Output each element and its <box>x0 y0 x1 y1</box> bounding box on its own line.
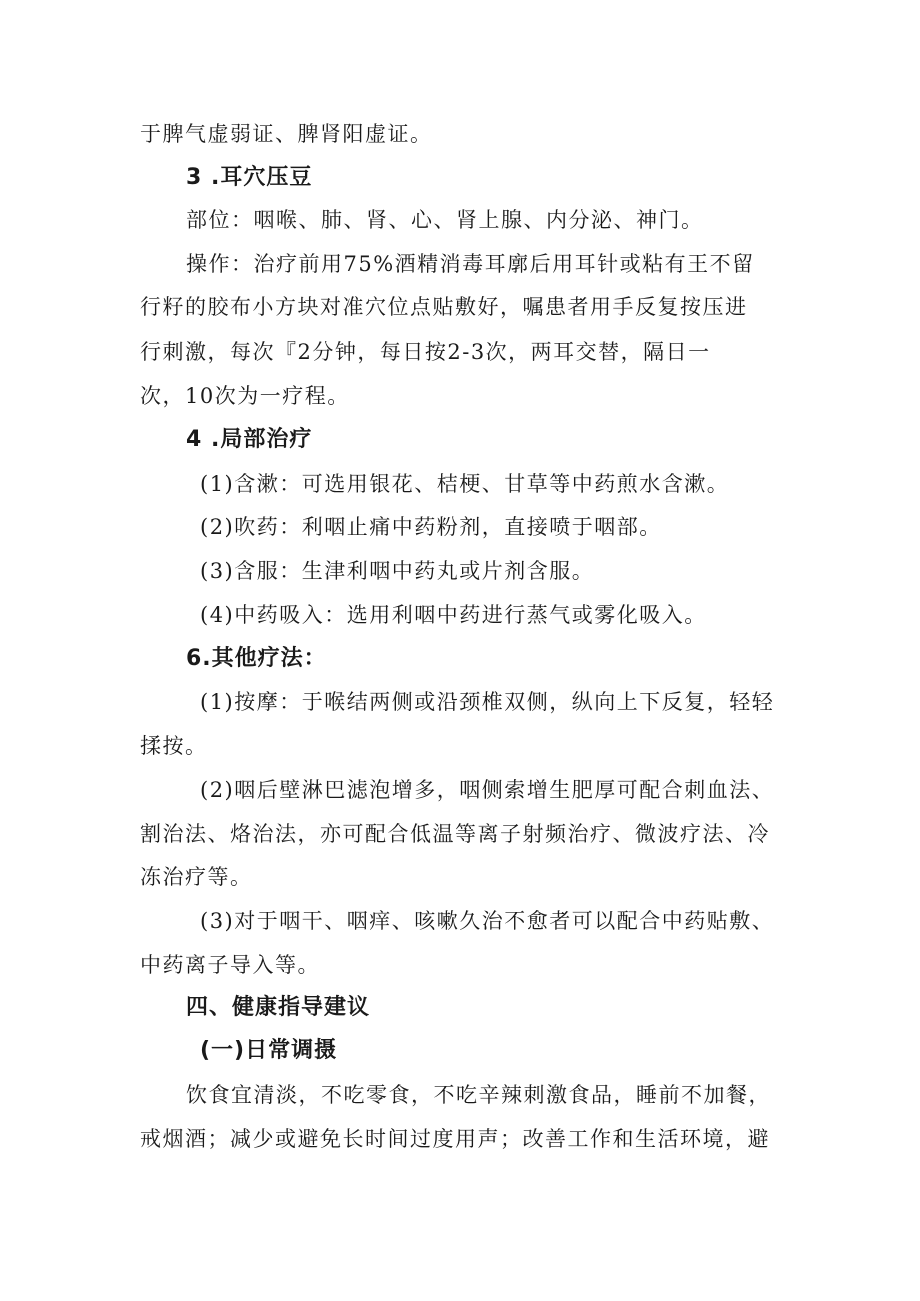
body-text-line: 次，10次为一疗程。 <box>140 384 350 408</box>
section-heading: 6.其他疗法： <box>186 646 327 671</box>
body-text-line: 行籽的胶布小方块对准穴位点贴敷好，嘱患者用手反复按压进 <box>140 295 748 319</box>
body-text-line: 操作：治疗前用75%酒精消毒耳廓后用耳针或粘有王不留 <box>186 252 755 276</box>
body-text-line: 戒烟酒；减少或避免长时间过度用声；改善工作和生活环境，避 <box>140 1127 770 1151</box>
body-text-line: 于脾气虚弱证、脾肾阳虚证。 <box>140 122 433 146</box>
body-text-line: 部位：咽喉、肺、肾、心、肾上腺、内分泌、神门。 <box>186 208 704 232</box>
body-text-line: 行刺激，每次『2分钟，每日按2-3次，两耳交替，隔日一 <box>140 340 711 364</box>
body-text-line: 割治法、烙治法，亦可配合低温等离子射频治疗、微波疗法、冷 <box>140 822 770 846</box>
body-text-line: 揉按。 <box>140 734 208 758</box>
list-item: (3)含服：生津利咽中药丸或片剂含服。 <box>200 559 595 583</box>
body-text-line: 冻治疗等。 <box>140 865 253 889</box>
body-text-line: 饮食宜清淡，不吃零食，不吃辛辣刺激食品，睡前不加餐， <box>186 1083 771 1107</box>
section-heading: 3 .耳穴压豆 <box>186 165 313 190</box>
chapter-heading: 四、健康指导建议 <box>186 995 371 1020</box>
list-item: (4)中药吸入：选用利咽中药进行蒸气或雾化吸入。 <box>200 603 707 627</box>
list-item: (1)含漱：可选用银花、桔梗、甘草等中药煎水含漱。 <box>200 472 730 496</box>
list-item: (3)对于咽干、咽痒、咳嗽久治不愈者可以配合中药贴敷、 <box>200 909 775 933</box>
list-item: (2)吹药：利咽止痛中药粉剂，直接喷于咽部。 <box>200 515 662 539</box>
body-text-line: 中药离子导入等。 <box>140 953 320 977</box>
list-item: (2)咽后壁淋巴滤泡增多，咽侧索增生肥厚可配合刺血法、 <box>200 778 775 802</box>
section-heading: 4 .局部治疗 <box>186 427 313 452</box>
list-item: (1)按摩：于喉结两侧或沿颈椎双侧，纵向上下反复，轻轻 <box>200 690 775 714</box>
subsection-heading: (一)日常调摄 <box>200 1038 338 1063</box>
